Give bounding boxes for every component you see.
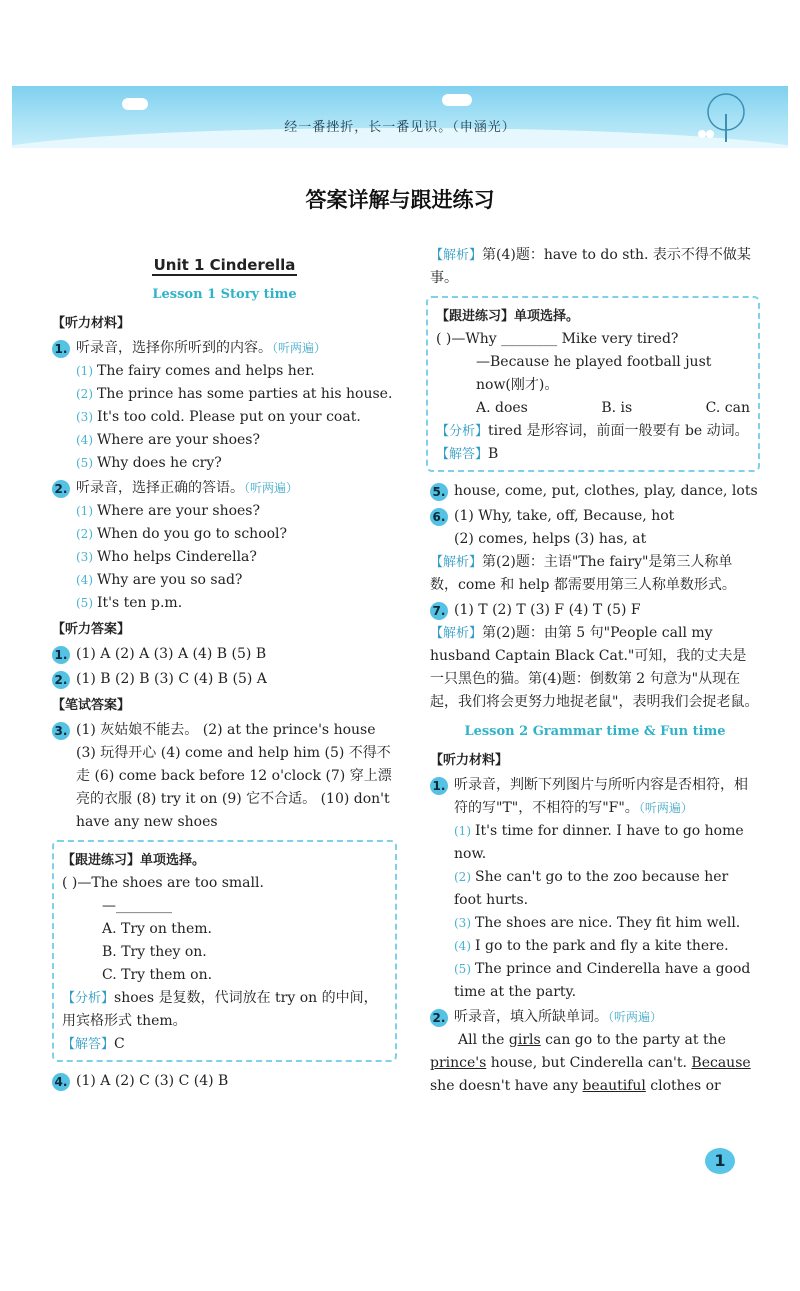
lesson-title: Lesson 2 Grammar time & Fun time — [464, 724, 726, 739]
list-item: (1) Where are your shoes? — [76, 503, 260, 519]
list-item: (4) Where are your shoes? — [76, 432, 260, 448]
section-heading: 【听力材料】 — [430, 753, 509, 768]
question-number: 2. — [52, 480, 70, 498]
options-row — [436, 397, 750, 420]
header-banner — [12, 86, 788, 148]
section-heading: 【听力材料】 — [52, 316, 131, 331]
list-item: (1) The fairy comes and helps her. — [76, 363, 315, 379]
list-item: (2) She can't go to the zoo because her foot hurts. — [454, 869, 729, 908]
practice-box — [426, 296, 760, 472]
question-number: 6. — [430, 508, 448, 526]
question-number: 1. — [430, 777, 448, 795]
list-item: (4) Why are you so sad? — [76, 572, 243, 588]
filled-word: beautiful — [582, 1078, 646, 1094]
question-number: 7. — [430, 602, 448, 620]
banner-motto: 经一番挫折，长一番见识。（申涵光） — [284, 120, 516, 135]
question-1: 1. 听录音，选择你所听到的内容。（听两遍） — [52, 337, 397, 360]
right-column — [430, 244, 760, 1098]
filled-word: girls — [508, 1032, 541, 1048]
cloud-icon — [442, 94, 472, 106]
list-item: (4) I go to the park and fly a kite there. — [454, 938, 729, 954]
filled-word: prince's — [430, 1055, 487, 1071]
left-column — [52, 244, 397, 1093]
box-stem: ( )—Why ________ Mike very tired? — [436, 331, 679, 347]
practice-box — [52, 840, 397, 1062]
list-item: (2) The prince has some parties at his house. — [76, 386, 393, 402]
answer-4: 4. (1) A (2) C (3) C (4) B — [52, 1070, 397, 1093]
box-heading: 【跟进练习】单项选择。 — [62, 853, 206, 868]
option: A. does — [476, 400, 528, 416]
option: B. Try they on. — [102, 944, 207, 960]
option: A. Try on them. — [102, 921, 212, 937]
lesson-title: Lesson 1 Story time — [152, 287, 297, 302]
analysis-text: 【解析】第(2)题：主语"The fairy"是第三人称单数，come 和 help 都需要用第三人称单数形式。 — [430, 554, 736, 593]
filled-word: Because — [691, 1055, 751, 1071]
question-2: 2. 听录音，填入所缺单词。（听两遍） — [430, 1006, 760, 1029]
list-item: (3) It's too cold. Please put on your coat. — [76, 409, 361, 425]
box-heading: 【跟进练习】单项选择。 — [436, 309, 580, 324]
list-item: (3) The shoes are nice. They fit him well. — [454, 915, 741, 931]
box-analysis: 【分析】tired 是形容词，前面一般要有 be 动词。 — [436, 423, 749, 439]
question-number: 5. — [430, 483, 448, 501]
list-item: (2) When do you go to school? — [76, 526, 288, 542]
question-number: 3. — [52, 722, 70, 740]
answer-3: 3. (1) 灰姑娘不能去。 (2) at the prince's house (3) 玩得开心 (4) come and help him (5) 不得不走 (6) come back before 12 o'clock (7) 穿上漂亮的衣服 (8) try it on (9) 它不合适。 (10) don't have any new shoes — [52, 719, 397, 834]
list-item: (1) It's time for dinner. I have to go home now. — [454, 823, 744, 862]
analysis-text: 【解析】第(4)题：have to do sth. 表示不得不做某事。 — [430, 247, 751, 286]
cloze-passage: All the girls can go to the party at the prince's house, but Cinderella can't. Because she doesn't have any beautiful clothes or — [430, 1032, 751, 1094]
option: C. can — [705, 400, 750, 416]
answer-7: 7. (1) T (2) T (3) F (4) T (5) F — [430, 599, 760, 622]
box-analysis: 【分析】shoes 是复数，代词放在 try on 的中间，用宾格形式 them。 — [62, 990, 378, 1029]
box-blank: —________ — [102, 898, 172, 914]
page-title: 答案详解与跟进练习 — [305, 188, 495, 212]
analysis-text: 【解析】第(2)题：由第 5 句"People call my husband Captain Black Cat."可知，我的丈夫是一只黑色的猫。第(4)题：倒数第 2 句意为"从现在起，我们将会更努力地捉老鼠"，表明我们会捉老鼠。 — [430, 625, 759, 710]
list-item: (5) The prince and Cinderella have a good time at the party. — [454, 961, 751, 1000]
question-1: 1. 听录音，判断下列图片与所听内容是否相符，相符的写"T"，不相符的写"F"。（听两遍） — [430, 774, 760, 820]
box-stem: ( )—The shoes are too small. — [62, 875, 264, 891]
question-number: 2. — [430, 1009, 448, 1027]
answer-6-line-2: (2) comes, helps (3) has, at — [454, 531, 647, 547]
cloud-icon — [122, 98, 148, 110]
option: B. is — [601, 400, 633, 416]
section-heading: 【听力答案】 — [52, 622, 131, 637]
list-item: (3) Who helps Cinderella? — [76, 549, 257, 565]
list-item: (5) It's ten p.m. — [76, 595, 183, 611]
section-heading: 【笔试答案】 — [52, 698, 131, 713]
box-answer: 【解答】C — [62, 1036, 125, 1052]
option: C. Try them on. — [102, 967, 213, 983]
box-answer: 【解答】B — [436, 446, 499, 462]
question-number: 1. — [52, 646, 70, 664]
list-item: (5) Why does he cry? — [76, 455, 222, 471]
answer-5: 5. house, come, put, clothes, play, dance, lots — [430, 480, 760, 503]
box-stem-2: —Because he played football just now(刚才)。 — [476, 354, 712, 393]
unit-title: Unit 1 Cinderella — [153, 256, 296, 274]
question-2: 2. 听录音，选择正确的答语。（听两遍） — [52, 477, 397, 500]
answer-2: 2. (1) B (2) B (3) C (4) B (5) A — [52, 668, 397, 691]
question-number: 1. — [52, 340, 70, 358]
question-number: 4. — [52, 1073, 70, 1091]
answer-1: 1. (1) A (2) A (3) A (4) B (5) B — [52, 643, 397, 666]
question-number: 2. — [52, 671, 70, 689]
answer-6: 6. (1) Why, take, off, Because, hot — [430, 505, 760, 528]
page-number: 1 — [705, 1148, 735, 1174]
